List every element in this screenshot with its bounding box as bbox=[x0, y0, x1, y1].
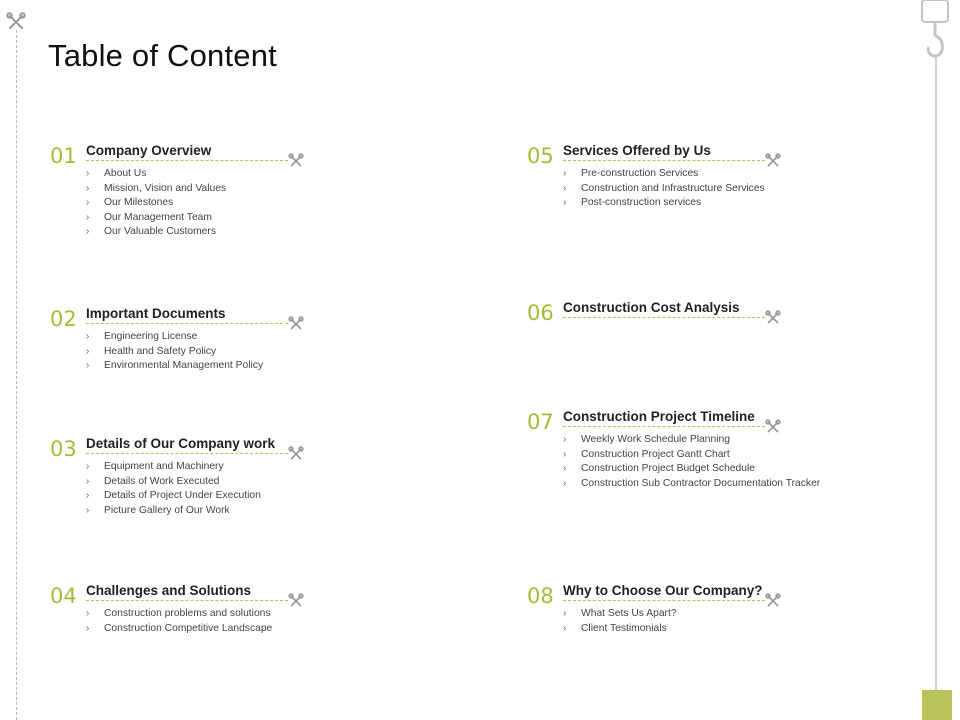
section-item-list bbox=[86, 167, 226, 240]
list-item bbox=[563, 167, 765, 182]
list-item-label: Details of Project Under Execution bbox=[104, 490, 261, 501]
list-item-label: Equipment and Machinery bbox=[104, 461, 224, 472]
list-item-label: Our Valuable Customers bbox=[104, 226, 216, 237]
list-item-label: Construction Project Budget Schedule bbox=[581, 463, 756, 474]
list-item-label: Engineering License bbox=[104, 331, 198, 342]
list-item bbox=[563, 182, 765, 197]
list-item-label: Construction Sub Contractor Documentation Tracker bbox=[581, 477, 821, 489]
section-number: 04 bbox=[50, 584, 77, 608]
section-heading: Construction Project Timeline bbox=[563, 409, 755, 424]
chevron-right-icon: › bbox=[86, 168, 90, 179]
wrench-icon bbox=[765, 310, 781, 326]
chevron-right-icon: › bbox=[86, 211, 90, 223]
list-item bbox=[563, 477, 820, 492]
chevron-right-icon: › bbox=[86, 197, 90, 208]
wrench-icon bbox=[765, 153, 781, 169]
accent-corner-box bbox=[922, 690, 952, 720]
list-item-label: Health and Safety Policy bbox=[104, 345, 217, 357]
chevron-right-icon: › bbox=[86, 360, 90, 371]
list-item bbox=[86, 196, 226, 211]
list-item bbox=[86, 211, 226, 226]
section-divider bbox=[86, 323, 288, 324]
section-item-list bbox=[86, 460, 261, 518]
section-item-list bbox=[563, 433, 820, 491]
crane-hook-icon bbox=[918, 0, 952, 62]
section-number: 02 bbox=[50, 307, 77, 331]
list-item bbox=[86, 167, 226, 182]
section-divider bbox=[563, 426, 765, 427]
list-item bbox=[86, 225, 226, 240]
chevron-right-icon: › bbox=[563, 434, 567, 445]
section-divider bbox=[86, 600, 288, 601]
list-item-label: Post-construction services bbox=[581, 197, 702, 208]
section-heading: Challenges and Solutions bbox=[86, 583, 252, 598]
list-item-label: Our Milestones bbox=[104, 197, 174, 208]
chevron-right-icon: › bbox=[563, 168, 567, 179]
list-item-label: Construction and Infrastructure Services bbox=[581, 182, 765, 194]
section-divider bbox=[563, 317, 765, 318]
list-item bbox=[563, 462, 820, 477]
list-item-label: Client Testimonials bbox=[581, 622, 667, 634]
list-item bbox=[86, 607, 272, 622]
list-item bbox=[86, 504, 261, 519]
list-item bbox=[563, 433, 820, 448]
list-item-label: Construction problems and solutions bbox=[104, 608, 271, 619]
list-item-label: What Sets Us Apart? bbox=[581, 608, 677, 619]
list-item-label: Mission, Vision and Values bbox=[104, 182, 227, 194]
list-item-label: Picture Gallery of Our Work bbox=[104, 504, 230, 516]
wrench-icon bbox=[288, 153, 304, 169]
section-heading: Important Documents bbox=[86, 306, 226, 321]
section-item-list bbox=[86, 607, 272, 636]
chevron-right-icon: › bbox=[563, 608, 567, 619]
wrench-icon bbox=[288, 316, 304, 332]
section-number: 01 bbox=[50, 144, 77, 168]
list-item bbox=[86, 460, 261, 475]
wrench-icon bbox=[765, 593, 781, 609]
section-heading: Company Overview bbox=[86, 143, 212, 158]
chevron-right-icon: › bbox=[86, 475, 90, 487]
chevron-right-icon: › bbox=[563, 622, 567, 634]
list-item bbox=[86, 330, 263, 345]
section-heading: Construction Cost Analysis bbox=[563, 300, 740, 315]
chevron-right-icon: › bbox=[86, 345, 90, 357]
section-divider bbox=[86, 160, 288, 161]
chevron-right-icon: › bbox=[86, 490, 90, 501]
chevron-right-icon: › bbox=[86, 461, 90, 472]
list-item-label: Construction Project Gantt Chart bbox=[581, 448, 730, 460]
wrench-icon bbox=[6, 12, 26, 32]
section-heading: Services Offered by Us bbox=[563, 143, 711, 158]
list-item bbox=[86, 182, 226, 197]
section-divider bbox=[563, 160, 765, 161]
list-item-label: Details of Work Executed bbox=[104, 475, 220, 487]
section-heading: Why to Choose Our Company? bbox=[563, 583, 763, 598]
list-item bbox=[563, 196, 765, 211]
chevron-right-icon: › bbox=[86, 331, 90, 342]
crane-cable bbox=[935, 55, 937, 695]
section-number: 07 bbox=[527, 410, 554, 434]
list-item bbox=[563, 622, 677, 637]
list-item-label: Our Management Team bbox=[104, 211, 212, 223]
dashed-margin-line bbox=[16, 30, 17, 720]
list-item bbox=[86, 475, 261, 490]
section-heading: Details of Our Company work bbox=[86, 436, 276, 451]
list-item-label: Environmental Management Policy bbox=[104, 360, 264, 371]
chevron-right-icon: › bbox=[563, 182, 567, 194]
section-item-list bbox=[563, 607, 677, 636]
list-item bbox=[86, 489, 261, 504]
chevron-right-icon: › bbox=[86, 504, 90, 516]
chevron-right-icon: › bbox=[563, 448, 567, 460]
chevron-right-icon: › bbox=[86, 182, 90, 194]
page-title: Table of Content bbox=[48, 38, 277, 73]
list-item bbox=[563, 448, 820, 463]
chevron-right-icon: › bbox=[563, 463, 567, 474]
list-item-label: About Us bbox=[104, 168, 147, 179]
section-item-list bbox=[86, 330, 263, 374]
chevron-right-icon: › bbox=[563, 477, 567, 489]
section-divider bbox=[86, 453, 288, 454]
list-item bbox=[86, 622, 272, 637]
list-item-label: Pre-construction Services bbox=[581, 168, 699, 179]
list-item bbox=[86, 345, 263, 360]
list-item bbox=[563, 607, 677, 622]
section-number: 03 bbox=[50, 437, 77, 461]
list-item bbox=[86, 359, 263, 374]
section-number: 08 bbox=[527, 584, 554, 608]
section-number: 05 bbox=[527, 144, 554, 168]
section-item-list bbox=[563, 167, 765, 211]
wrench-icon bbox=[288, 446, 304, 462]
section-number: 06 bbox=[527, 301, 554, 325]
chevron-right-icon: › bbox=[86, 608, 90, 619]
chevron-right-icon: › bbox=[563, 197, 567, 208]
wrench-icon bbox=[288, 593, 304, 609]
list-item-label: Weekly Work Schedule Planning bbox=[581, 434, 731, 445]
chevron-right-icon: › bbox=[86, 226, 90, 237]
chevron-right-icon: › bbox=[86, 622, 90, 634]
list-item-label: Construction Competitive Landscape bbox=[104, 622, 273, 634]
section-divider bbox=[563, 600, 765, 601]
